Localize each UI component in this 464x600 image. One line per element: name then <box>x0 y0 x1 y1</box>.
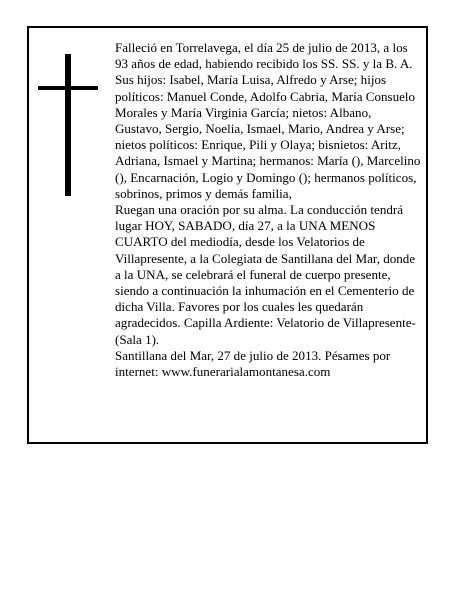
cross-horizontal-bar <box>38 86 98 90</box>
family-list: Sus hijos: Isabel, María Luisa, Alfredo y Arse; hijos políticos: Manuel Conde, Adolfo Cabria, María Consuelo Morales y María Virginia García; nietos: Albano, Gustavo, Sergio, Noelia, Ismael, Mario, Andrea y Arse; nietos políticos: Enrique, Pili y Olaya; bisnietos: Aritz, Adriana, Ismael y Martina; hermanos: María (), Marcelino (), Encarnación, Logio y Domingo (); hermanos políticos, sobrinos, primos y demás familia, <box>115 72 421 201</box>
death-announcement: Falleció en Torrelavega, el día 25 de julio de 2013, a los 93 años de edad, habiendo recibido los SS. SS. y la B. A. <box>115 40 413 72</box>
obituary-text <box>115 40 421 380</box>
cross-vertical-bar <box>65 54 71 196</box>
funeral-details: Ruegan una oración por su alma. La conducción tendrá lugar HOY, SABADO, día 27, a la UNA MENOS CUARTO del mediodía, desde los Velatorios de Villapresente, a la Colegiata de Santillana del Mar, donde a la UNA, se celebrará el funeral de cuerpo presente, siendo a continuación la inhumación en el Cementerio de dicha Villa. Favores por los cuales les quedarán agradecidos. Capilla Ardiente: Velatorio de Villapresente-(Sala 1). <box>115 202 416 347</box>
place-date-condolences: Santillana del Mar, 27 de julio de 2013. Pésames por internet: www.funerarialamontanesa.com <box>115 347 391 380</box>
